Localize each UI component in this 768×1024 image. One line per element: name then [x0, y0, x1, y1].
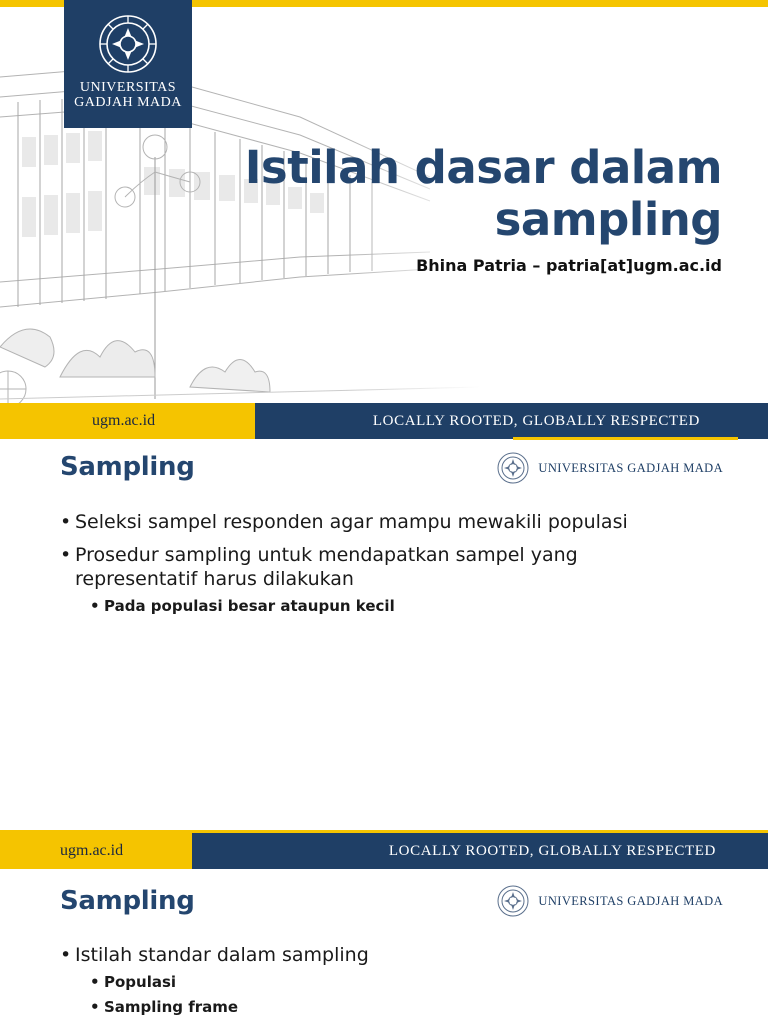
ugm-logo-text: UNIVERSITAS GADJAH MADA	[538, 893, 723, 908]
footer-motto: LOCALLY ROOTED, GLOBALLY RESPECTED	[388, 842, 716, 859]
logo-wordmark	[74, 80, 182, 110]
footer-band	[0, 833, 768, 869]
ugm-emblem-icon	[496, 884, 530, 918]
slide-2-title: Sampling	[60, 452, 195, 482]
logo-line-2: GADJAH MADA	[74, 95, 182, 110]
bullet-item: • Seleksi sampel responden agar mampu mewakili populasi	[60, 510, 700, 534]
footer-url: ugm.ac.id	[92, 412, 156, 429]
slide-3-title: Sampling	[60, 886, 195, 916]
title-line-1: Istilah dasar dalam	[244, 141, 722, 194]
sub-bullet-item: • Populasi	[90, 972, 176, 992]
footer-motto: LOCALLY ROOTED, GLOBALLY RESPECTED	[372, 412, 700, 429]
sub-bullet-item: • Pada populasi besar ataupun kecil	[90, 596, 395, 616]
slide-3-ugm-logo	[496, 884, 723, 918]
ugm-emblem-icon	[96, 12, 160, 76]
logo-line-1: UNIVERSITAS	[79, 80, 177, 95]
title-slide	[0, 0, 768, 440]
ugm-logo-block	[64, 0, 192, 128]
sub-bullet-item: • Sampling frame	[90, 997, 238, 1017]
footer-url: ugm.ac.id	[60, 842, 124, 859]
footer-band	[0, 403, 768, 439]
slide-title	[162, 142, 722, 246]
ugm-logo-text: UNIVERSITAS GADJAH MADA	[538, 460, 723, 475]
bullet-item: • Istilah standar dalam sampling	[60, 943, 700, 967]
author-line: Bhina Patria – patria[at]ugm.ac.id	[416, 256, 722, 275]
bullet-item: • Prosedur sampling untuk mendapatkan sampel yang representatif harus dilakukan	[60, 543, 700, 591]
ugm-emblem-icon	[496, 451, 530, 485]
slide-2-ugm-logo	[496, 451, 723, 485]
title-line-2: sampling	[494, 193, 722, 246]
footer-accent-stripe	[513, 437, 738, 440]
